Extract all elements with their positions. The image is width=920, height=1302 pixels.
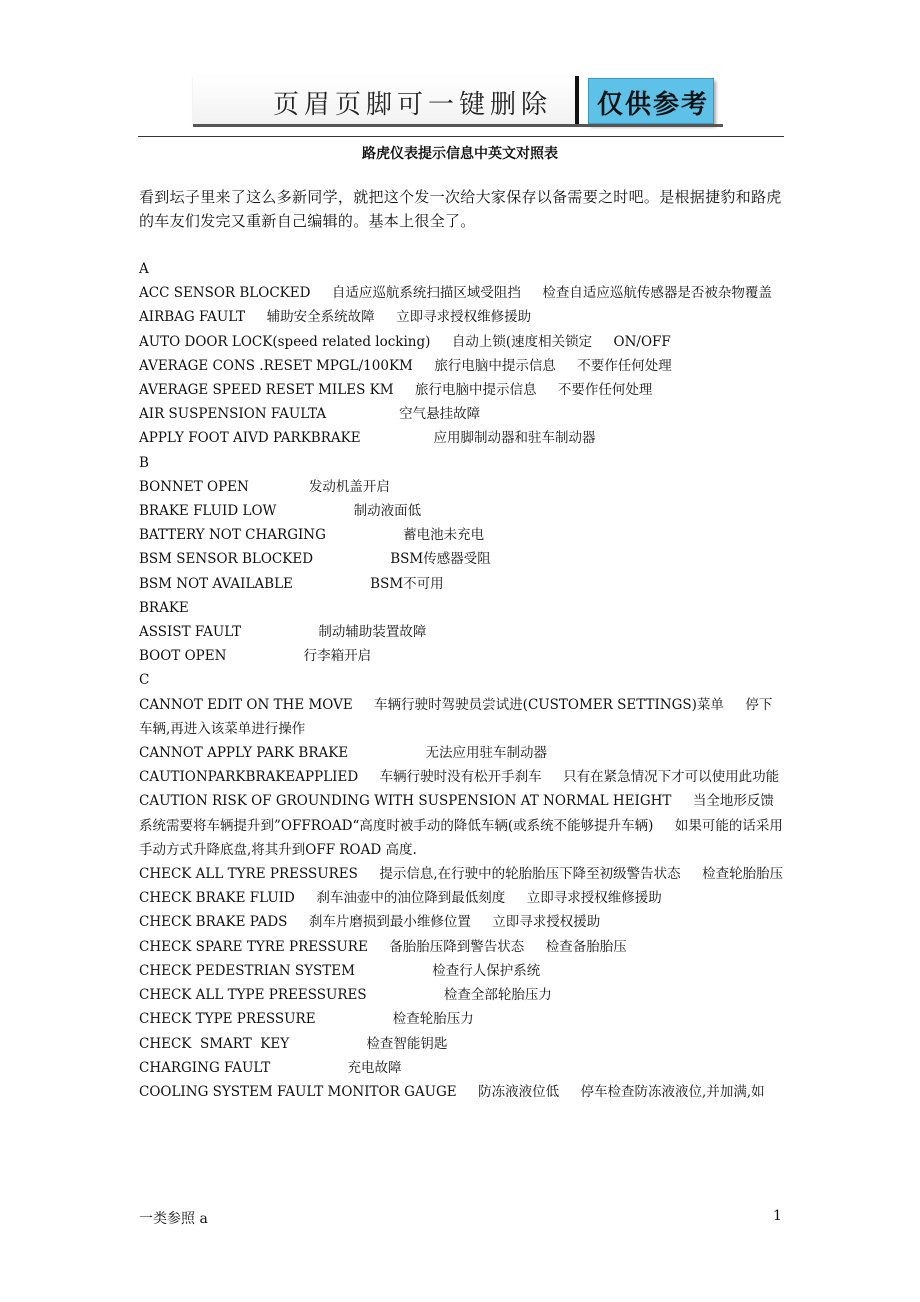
- glossary-entry: BSM NOT AVAILABLE BSM不可用: [139, 575, 444, 592]
- glossary-entry: BATTERY NOT CHARGING 蓄电池未充电: [139, 527, 485, 544]
- glossary-entry: AIR SUSPENSION FAULTA 空气悬挂故障: [139, 406, 481, 423]
- glossary-entry: ACC SENSOR BLOCKED 自适应巡航系统扫描区域受阻挡 检查自适应巡航传感器是否被杂物覆盖: [139, 285, 772, 302]
- glossary-list: [139, 257, 784, 1104]
- glossary-entry: CANNOT APPLY PARK BRAKE 无法应用驻车制动器: [139, 745, 547, 762]
- glossary-entry: CHECK SPARE TYRE PRESSURE 备胎胎压降到警告状态 检查备胎胎压: [139, 938, 627, 955]
- glossary-entry: BSM SENSOR BLOCKED BSM传感器受阻: [139, 551, 491, 568]
- glossary-entry: COOLING SYSTEM FAULT MONITOR GAUGE 防冻液液位低 停车检查防冻液液位,并加满,如: [139, 1083, 765, 1100]
- glossary-entry: CHECK BRAKE FLUID 刹车油壶中的油位降到最低刻度 立即寻求授权维修援助: [139, 890, 662, 907]
- section-letter: B: [139, 454, 149, 471]
- header-text: 页眉页脚可一键删除: [273, 90, 553, 120]
- glossary-entry: CHECK SMART KEY 检查智能钥匙: [139, 1035, 448, 1052]
- document-title: 路虎仪表提示信息中英文对照表: [362, 146, 558, 162]
- glossary-entry: BONNET OPEN 发动机盖开启: [139, 478, 390, 495]
- intro-paragraph: 看到坛子里来了这么多新同学，就把这个发一次给大家保存以备需要之时吧。是根据捷豹和路虎的车友们发完又重新自己编辑的。基本上很全了。: [139, 188, 782, 230]
- glossary-entry: CAUTIONPARKBRAKEAPPLIED 车辆行驶时没有松开手刹车 只有在紧急情况下才可以使用此功能: [139, 769, 780, 786]
- glossary-entry: AIRBAG FAULT 辅助安全系统故障 立即寻求授权维修援助: [139, 309, 532, 326]
- glossary-entry: BRAKE: [139, 599, 189, 616]
- glossary-entry: ASSIST FAULT 制动辅助装置故障: [139, 624, 427, 641]
- glossary-entry: AVERAGE SPEED RESET MILES KM 旅行电脑中提示信息 不要作任何处理: [139, 382, 653, 399]
- glossary-entry: CHECK BRAKE PADS 刹车片磨损到最小维修位置 立即寻求授权援助: [139, 914, 601, 931]
- glossary-entry: CHECK PEDESTRIAN SYSTEM 检查行人保护系统: [139, 962, 541, 979]
- reference-badge-text: 仅供参考: [597, 90, 710, 120]
- glossary-entry: AUTO DOOR LOCK(speed related locking) 自动上锁(速度相关锁定 ON/OFF: [139, 333, 671, 350]
- glossary-entry: CAUTION RISK OF GROUNDING WITH SUSPENSION AT NORMAL HEIGHT 当全地形反馈系统需要将车辆提升到”OFFROAD“高度时被手动的降低车辆(或系统不能够提升车辆) 如果可能的话采用手动方式升降底盘,将其升到OFF ROAD 高度.: [139, 793, 783, 858]
- glossary-entry: CHECK ALL TYPE PREESSURES 检查全部轮胎压力: [139, 987, 552, 1004]
- glossary-entry: CHECK TYPE PRESSURE 检查轮胎压力: [139, 1011, 474, 1028]
- reference-badge: [588, 78, 714, 124]
- section-letter: C: [139, 672, 150, 689]
- header-divider: [575, 76, 579, 126]
- glossary-entry: BRAKE FLUID LOW 制动液面低: [139, 503, 422, 520]
- glossary-entry: CANNOT EDIT ON THE MOVE 车辆行驶时驾驶员尝试进(CUSTOMER SETTINGS)菜单 停下车辆,再进入该菜单进行操作: [139, 696, 773, 737]
- page-number: 1: [773, 1208, 782, 1224]
- glossary-entry: CHECK ALL TYRE PRESSURES 提示信息,在行驶中的轮胎胎压下降至初级警告状态 检查轮胎胎压: [139, 866, 784, 883]
- glossary-entry: CHARGING FAULT 充电故障: [139, 1059, 402, 1076]
- footer-label: 一类参照 a: [139, 1211, 208, 1227]
- glossary-entry: AVERAGE CONS .RESET MPGL/100KM 旅行电脑中提示信息 不要作任何处理: [139, 357, 672, 374]
- header-underline: [193, 124, 723, 127]
- header-rule: [138, 136, 784, 137]
- section-letter: A: [139, 261, 149, 277]
- glossary-entry: BOOT OPEN 行李箱开启: [139, 648, 372, 665]
- document-body: [139, 185, 784, 1104]
- header-banner: [193, 76, 577, 124]
- glossary-entry: APPLY FOOT AIVD PARKBRAKE 应用脚制动器和驻车制动器: [139, 430, 596, 447]
